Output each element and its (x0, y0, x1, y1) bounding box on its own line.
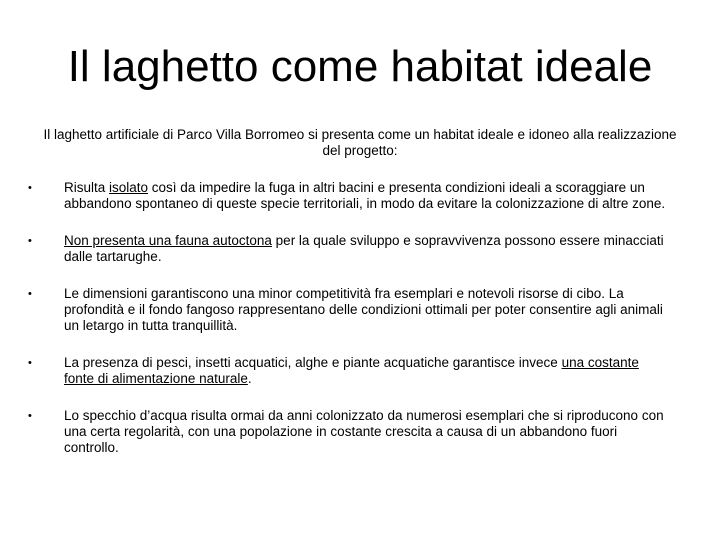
bullet-text-rest: così da impedire la fuga in altri bacini e presenta condizioni ideali a scoraggiare un abbandono spontaneo di queste specie territoriali, in modo da evitare la colonizzazione di altre zone. (64, 180, 666, 211)
bullet-list (28, 180, 668, 477)
bullet-item-dimensions (28, 286, 668, 334)
bullet-item-food-source (28, 355, 668, 387)
bullet-text-underlined: Non presenta una fauna autoctona (64, 233, 272, 248)
bullet-text: Lo specchio d’acqua risulta ormai da anni colonizzato da numerosi esemplari che si riproducono con una certa regolarità, con una popolazione in costante crescita a causa di un abbandono fuori controllo. (64, 408, 664, 455)
bullet-text-rest: per la quale sviluppo e sopravvivenza possono essere minacciati dalle tartarughe. (64, 233, 664, 264)
bullet-icon: • (28, 288, 32, 300)
bullet-text: Le dimensioni garantiscono una minor competitività fra esemplari e notevoli risorse di cibo. La profondità e il fondo fangoso rappresentano delle condizioni ottimali per poter consentire agli animali un letargo in tutta tranquillità. (64, 286, 663, 333)
bullet-item-no-native-fauna (28, 233, 668, 265)
bullet-text-rest: . (247, 371, 252, 386)
bullet-icon: • (28, 357, 32, 369)
bullet-text-underlined: una costante fonte di alimentazione naturale (64, 355, 639, 386)
bullet-text-pre: La presenza di pesci, insetti acquatici, alghe e piante acquatiche garantisce invece (64, 355, 562, 370)
bullet-item-isolation (28, 180, 668, 212)
intro-paragraph (40, 127, 680, 159)
bullet-icon: • (28, 182, 32, 194)
bullet-text-pre: Risulta (64, 180, 110, 195)
intro-text: Il laghetto artificiale di Parco Villa Borromeo si presenta come un habitat ideale e idoneo alla realizzazione del progetto: (43, 127, 677, 158)
bullet-item-colonized (28, 408, 668, 456)
bullet-icon: • (28, 410, 32, 422)
bullet-icon: • (28, 235, 32, 247)
slide-title: Il laghetto come habitat ideale (67, 42, 653, 91)
bullet-text-underlined: isolato (109, 180, 149, 195)
